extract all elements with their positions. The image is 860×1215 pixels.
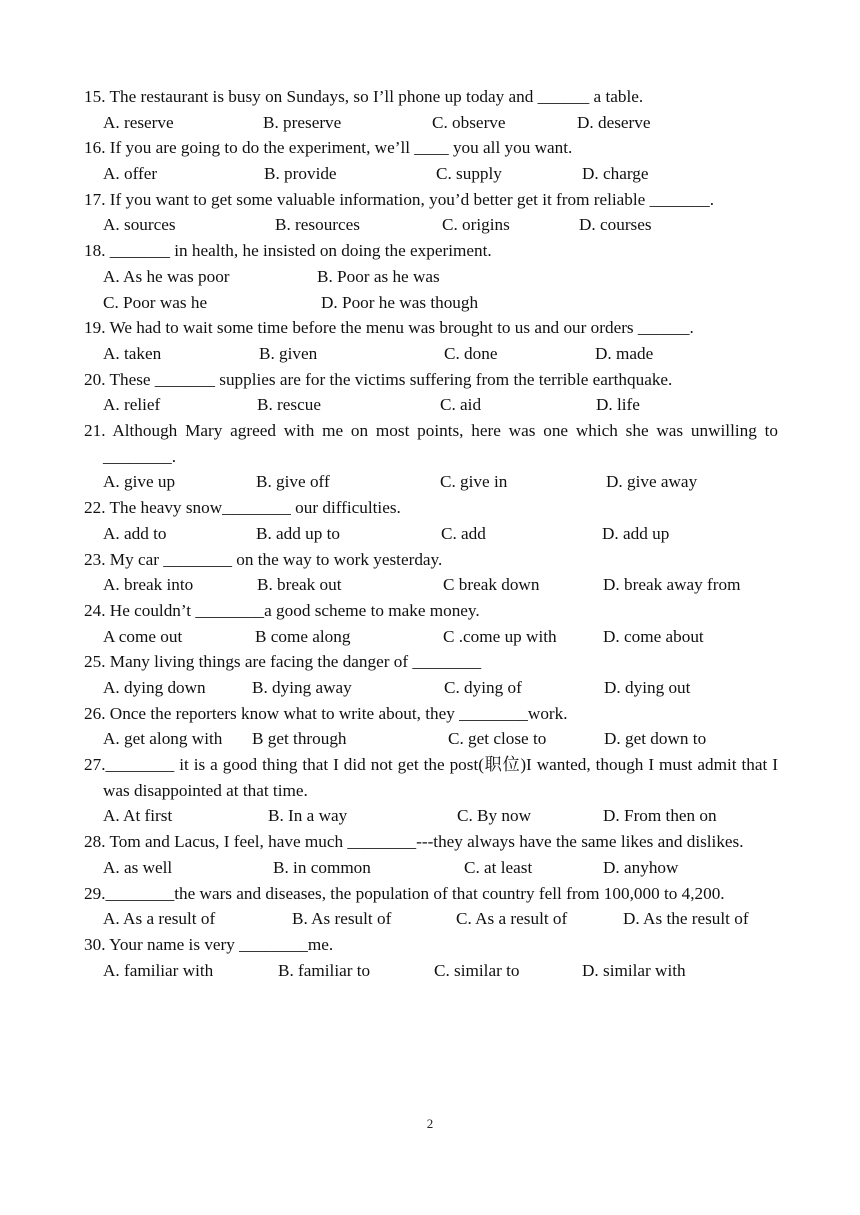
options-row	[84, 855, 778, 881]
question-stem: 29.________the wars and diseases, the population of that country fell from 100,000 to 4,200.	[84, 883, 725, 903]
answer-option: A. As a result of	[103, 909, 216, 929]
answer-option: D. dying out	[604, 678, 691, 697]
options-row	[84, 290, 778, 316]
question-26	[84, 701, 778, 752]
question-stem: 30. Your name is very ________me.	[84, 934, 334, 954]
answer-option: C. done	[444, 343, 498, 363]
question-23	[84, 547, 778, 598]
question-stem: 17. If you want to get some valuable information, you’d better get it from reliable _______.	[84, 189, 715, 209]
question-stem: 26. Once the reporters know what to write about, they ________work.	[84, 703, 568, 723]
question-21	[84, 418, 778, 495]
question-stem: 19. We had to wait some time before the menu was brought to us and our orders ______.	[84, 318, 694, 338]
answer-option: B get through	[252, 729, 347, 749]
answer-option: A. sources	[103, 215, 176, 235]
answer-option: A. get along with	[103, 729, 223, 749]
options-row	[84, 392, 778, 418]
options-row	[84, 675, 778, 701]
answer-option: C. give in	[440, 472, 508, 492]
answer-option: B. rescue	[257, 395, 321, 415]
answer-option: A. At first	[103, 806, 173, 826]
options-row	[84, 212, 778, 238]
question-30	[84, 932, 778, 983]
answer-option: A. As he was poor	[103, 266, 230, 286]
question-stem: 27.________ it is a good thing that I did not get the post(职位)I wanted, though I must admit that I was disappointed at that time.	[84, 755, 778, 800]
answer-option: C. Poor was he	[103, 292, 208, 312]
question-stem: 28. Tom and Lacus, I feel, have much ________---they always have the same likes and dislikes.	[84, 832, 744, 852]
answer-option: B. dying away	[252, 678, 352, 697]
answer-option: D. anyhow	[603, 857, 679, 877]
options-row	[84, 341, 778, 367]
answer-option: C. at least	[464, 857, 533, 877]
question-17	[84, 187, 778, 238]
answer-option: A. add to	[103, 523, 167, 543]
answer-option: B. As result of	[292, 909, 392, 929]
question-18	[84, 238, 778, 315]
answer-option: B. give off	[256, 472, 330, 492]
answer-option: D. From then on	[603, 806, 717, 826]
answer-option: A. give up	[103, 472, 176, 492]
options-row	[84, 906, 778, 932]
question-list	[84, 84, 778, 983]
question-27	[84, 752, 778, 829]
options-row	[84, 803, 778, 829]
question-stem: 16. If you are going to do the experiment, we’ll ____ you all you want.	[84, 138, 573, 158]
answer-option: C. dying of	[444, 678, 522, 697]
answer-option: C. get close to	[448, 729, 547, 749]
answer-option: D. give away	[606, 472, 698, 492]
question-22	[84, 495, 778, 546]
question-stem: 21. Although Mary agreed with me on most points, here was one which she was unwilling to ________.	[84, 421, 778, 466]
answer-option: C. By now	[457, 806, 532, 826]
answer-option: D. deserve	[577, 112, 651, 132]
answer-option: D. life	[596, 395, 640, 415]
answer-option: B. break out	[257, 575, 342, 595]
answer-option: D. charge	[582, 164, 649, 184]
answer-option: D. As the result of	[623, 909, 749, 929]
options-row	[84, 726, 778, 752]
question-20	[84, 367, 778, 418]
answer-option: A. as well	[103, 857, 173, 877]
question-15	[84, 84, 778, 135]
question-stem: 20. These _______ supplies are for the victims suffering from the terrible earthquake.	[84, 369, 673, 389]
answer-option: B. preserve	[263, 112, 342, 132]
answer-option: C break down	[443, 575, 540, 595]
answer-option: B. resources	[275, 215, 360, 235]
answer-option: A. familiar with	[103, 960, 214, 980]
options-row	[84, 624, 778, 650]
answer-option: A. reserve	[103, 112, 174, 132]
answer-option: B. add up to	[256, 523, 341, 543]
question-16	[84, 135, 778, 186]
answer-option: A. offer	[103, 164, 158, 184]
answer-option: D. Poor he was though	[321, 292, 479, 312]
answer-option: B. In a way	[268, 806, 348, 826]
answer-option: C. similar to	[434, 960, 520, 980]
answer-option: B. familiar to	[278, 960, 371, 980]
answer-option: A. taken	[103, 343, 162, 363]
question-stem: 24. He couldn’t ________a good scheme to make money.	[84, 600, 480, 620]
answer-option: C. As a result of	[456, 909, 568, 929]
answer-option: C. origins	[442, 215, 510, 235]
answer-option: D. similar with	[582, 960, 686, 980]
answer-option: C. observe	[432, 112, 506, 132]
question-stem: 25. Many living things are facing the danger of ________	[84, 652, 482, 672]
options-row	[84, 161, 778, 187]
answer-option: B. in common	[273, 857, 371, 877]
answer-option: C. aid	[440, 395, 482, 415]
answer-option: C .come up with	[443, 626, 557, 646]
options-row	[84, 521, 778, 547]
answer-option: C. add	[441, 523, 486, 543]
answer-option: B. Poor as he was	[317, 266, 440, 286]
answer-option: C. supply	[436, 164, 502, 184]
answer-option: A. relief	[103, 395, 161, 415]
options-row	[84, 469, 778, 495]
answer-option: D. get down to	[604, 729, 707, 749]
question-25	[84, 649, 778, 700]
question-24	[84, 598, 778, 649]
options-row	[84, 264, 778, 290]
answer-option: B. given	[259, 343, 318, 363]
question-stem: 18. _______ in health, he insisted on doing the experiment.	[84, 241, 492, 261]
answer-option: A come out	[103, 626, 183, 646]
question-stem: 15. The restaurant is busy on Sundays, so I’ll phone up today and ______ a table.	[84, 87, 644, 106]
answer-option: D. add up	[602, 523, 670, 543]
answer-option: B come along	[255, 626, 351, 646]
question-stem: 22. The heavy snow________ our difficulties.	[84, 498, 401, 518]
question-29	[84, 881, 778, 932]
options-row	[84, 958, 778, 984]
answer-option: D. courses	[579, 215, 652, 235]
answer-option: D. made	[595, 343, 654, 363]
options-row	[84, 110, 778, 136]
question-19	[84, 315, 778, 366]
answer-option: D. come about	[603, 626, 704, 646]
question-28	[84, 829, 778, 880]
answer-option: A. dying down	[103, 678, 206, 697]
answer-option: B. provide	[264, 164, 337, 184]
question-stem: 23. My car ________ on the way to work yesterday.	[84, 549, 443, 569]
answer-option: A. break into	[103, 575, 194, 595]
answer-option: D. break away from	[603, 575, 741, 595]
options-row	[84, 572, 778, 598]
page-number: 2	[426, 1116, 434, 1131]
